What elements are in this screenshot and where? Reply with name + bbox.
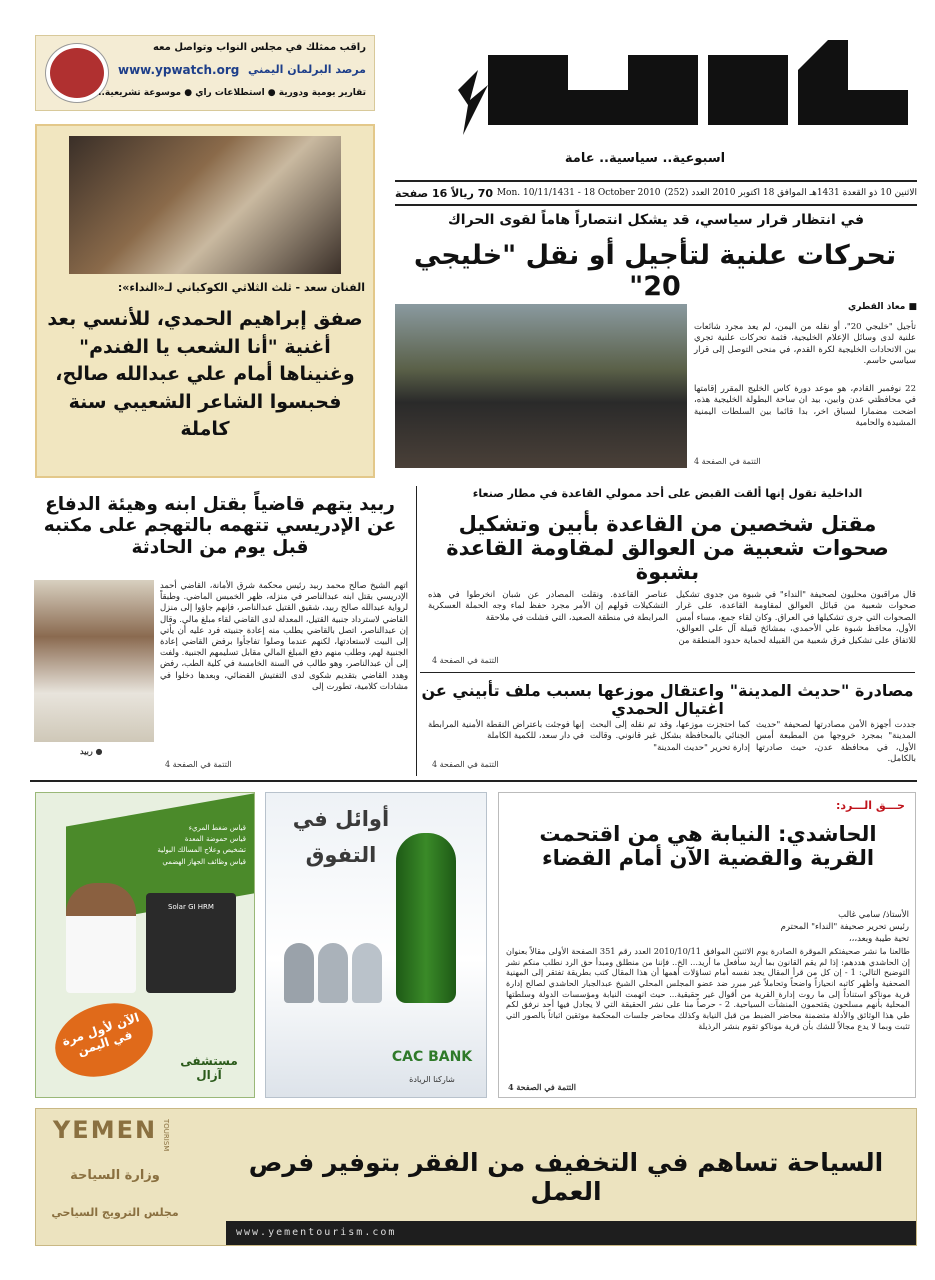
singer-box xyxy=(35,124,375,478)
lead-byline: ■ معاذ القطري xyxy=(848,302,917,312)
tourism-logo: YEMEN xyxy=(52,1116,158,1144)
reply-salute1: الأستاذ/ سامي غالب xyxy=(838,910,909,920)
masthead-rule-top xyxy=(395,180,917,182)
tourism-url[interactable]: www.yementourism.com xyxy=(236,1227,397,1238)
king-chess-icon xyxy=(396,833,456,1003)
bank-logo: CAC BANK xyxy=(391,1049,473,1065)
ypwatch-line3: تقارير يومية ودورية ● استطلاعات راي ● موسوعة تشريعية.. xyxy=(98,88,366,98)
hospital-item: تشخيص وعلاج المسالك البولية xyxy=(157,846,246,855)
masthead-tagline: اسبوعية.. سياسية.. عامة xyxy=(564,151,726,166)
ypwatch-ad[interactable] xyxy=(35,35,375,111)
hospital-ad[interactable] xyxy=(35,792,255,1098)
ypwatch-line2: مرصد البرلمان اليمني xyxy=(248,63,366,76)
ypwatch-url[interactable]: www.ypwatch.org xyxy=(118,63,240,77)
confiscation-continued[interactable]: التتمة في الصفحة 4 xyxy=(432,760,499,769)
section-rule xyxy=(30,780,917,782)
judge-photo xyxy=(34,580,154,742)
qaeda-headline: مقتل شخصين من القاعدة بأبين وتشكيل صحوات شعبية من العوالق لمقاومة القاعدة بشبوة xyxy=(446,512,889,585)
singer-photo xyxy=(69,136,341,274)
dateline xyxy=(395,184,917,202)
qaeda-col2: عناصر القاعدة. ونقلت المصادر عن شبان انخرطوا في هذه التشكيلات قولهم إن الأمر مجرد حفظ لماء وجه الحملة العسكرية المرابطة في منطقة الصعيد، التي فشلت في ملاحقة xyxy=(428,590,668,623)
qaeda-col1: قال مراقبون محليون لصحيفة "النداء" في شبوة من جدوى تشكيل صحوات شعبية من قبائل العوالق لمقاومة القاعدة، على غرار الصحوات التي جرى تشكيلها في العراق. وكان لقاء جمع، مساء أمس الأول، محافظ شبوة علي الأحمدي، بمشائخ قبيلة آل علي العوالق، للاتفاق على تشكيل فرق شعبية من القبيلة لحماية حدود المنطقة من xyxy=(676,590,916,646)
tourism-board: مجلس الترويج السياحي xyxy=(51,1206,179,1219)
judge-continued[interactable]: التتمة في الصفحة 4 xyxy=(165,760,232,769)
doctor-figure xyxy=(66,883,136,993)
hospital-name: مستشفى آزال xyxy=(180,1054,238,1082)
reply-salute3: تحية طيبة وبعد،،، xyxy=(848,934,909,944)
singer-kicker: الفنان سعد - ثلث الثلاثي الكوكباني لـ«النداء»: xyxy=(117,281,365,294)
confiscation-headline: مصادرة "حديث المدينة" واعتقال موزعها بسبب ملف تأبيني عن اغتيال الحمدي xyxy=(421,681,914,719)
lead-headline: تحركات علنية لتأجيل أو نقل "خليجي 20" xyxy=(413,240,897,303)
lead-p1: تأجيل "خليجي 20"، أو نقله من اليمن، لم يعد مجرد شائعات علنية لدى وسائل الإعلام الخليجية، فثمة تحركات علنية تجري بين الاتحادات الخليجية لكرة القدم، في منحى التوصل إلى قرار سياسي حاسم. xyxy=(694,322,916,367)
masthead-logo xyxy=(448,30,918,148)
almada-logo-icon xyxy=(448,30,918,148)
qaeda-kicker: الداخلية تقول إنها ألقت القبض على أحد ممولي القاعدة في مطار صنعاء xyxy=(472,487,863,500)
lead-kicker: في انتظار قرار سياسي، قد يشكل انتصاراً هاماً لقوى الحراك xyxy=(447,212,865,228)
bank-slogan: شاركنا الريادة xyxy=(409,1075,455,1084)
hospital-item: قياس حموضة المعدة xyxy=(184,835,246,844)
bank-title2: التفوق xyxy=(305,843,377,867)
tourism-ad[interactable] xyxy=(35,1108,917,1246)
judge-headline: ربيد يتهم قاضياً بقتل ابنه وهيئة الدفاع عن الإدريسي تتهمه بالتهجم على مكتبه قبل يوم من الحادثة xyxy=(43,494,397,558)
bank-title1: أوائل في xyxy=(292,807,390,831)
lead-p2: 22 نوفمبر القادم، هو موعد دورة كاس الخليج المقرر إقامتها في محافظتي عدن وابين، بيد ان ساحة البطولة الخليجية هذه، اضحت مضمارا لسباق اخر، بدا قائما بين السلطات اليمنية المشيدة والحامية xyxy=(694,384,916,429)
pages: 16 صفحة xyxy=(395,186,448,200)
device-figure xyxy=(146,893,236,993)
masthead-rule-bottom xyxy=(395,204,917,206)
judge-body: اتهم الشيخ صالح محمد ربيد رئيس محكمة شرق الأمانة، القاضي أحمد الإدريسي بقتل ابنه عبدالناصر في منزله، ظهر الخميس الماضي. وطبقاً لرواية عبدالله صالح ربيد، شقيق القتيل عبدالناصر، فإنهم جاؤوا إلى منزل القاضي لاسترداد جنبية القتيل، المعدلة لدى القاضي لقاء مبلغ مالي. وقال إن عبدالناصر، اتصل بالقاضي يطلب منه إعادة جنبيته فرد عليه أن يأتي إلى البيت لاستعادتها، لكنهم عندما وصلوا تفاجأوا برفض القاضي إعادة الجنبية لهم، وطلب منهم دفع المبلغ المالي مقابل تسليمهم الجنبية. ولفت إلى أن عبدالناصر، وهو طالب في السنة الخامسة في كلية الطب، رفض وهدد القاضي بتقديم شكوى لدى التفتيش القضائي، وبعدها دخلوا في مشادات كلامية، تطورت إلى xyxy=(160,580,408,691)
price: 70 ريالاً xyxy=(451,186,494,200)
lead-photo xyxy=(395,304,687,468)
qaeda-continued[interactable]: التتمة في الصفحة 4 xyxy=(432,656,499,665)
dateline-ar: الاثنين 10 ذو القعدة 1431هـ الموافق 18 اكتوبر 2010 العدد (252) xyxy=(664,188,917,198)
reply-body: طالعنا ما نشر صحيفتكم الموقرة الصادرة يوم الاثنين الموافق 2010/10/11 العدد رقم 351 الصفحة الأولى مقالاً بعنوان إن الحاشدي هددهم: إذا لم يقم القانون بما أريد سأفعل ما أريد... الخ.. فإننا من منطلق ومبدأ حق الرد نطلب منكم نشر التوضيح التالي: 1 - إن كل من قرأ المقال يجد نفسه أمام تساؤلات أهمها أن هذا المقال كتب بطريقة تفتقر إلى المهنية الصحفية وأظهر كاتبه انحيازاً واضحاً وتحاملاً غير مبرر ضد عضو المجلس المحلي الشيخ عبدالجبار الحاشدي لصالح إدارة قرية موناكو استناداً إلى ما روت إدارة القرية من أقوال غير حقيقية... حيث اتهمت النيابة ومؤسسات الدولة وسلطتها المحلية بأنهم مسلحون يقتحمون المنشآت السياحية. 2 - حرصاً منا على نشر الحقيقة التي لا يجادل فيها أحد نرفق لكم طي هذا الوثائق والأدلة متضمنة محاضر الضبط من قبل النيابة وكذلك محاضر جلسات المحكمة موثقين اثباتاً بالصور التي تثبت وبما لا يدع مجالاً للشك بأن قرية موناكو تقوم بنشر الرذيلة xyxy=(506,946,911,1031)
tourism-url-bar xyxy=(226,1221,917,1246)
tourism-slogan: السياحة تساهم في التخفيف من الفقر بتوفير فرص العمل xyxy=(248,1148,884,1206)
confiscation-col1: جددت أجهزة الأمن مصادرتها لصحيفة "حديث المدينة" بمجرد خروجها من المطبعة أمس الأول، في محافظة عدن، حيث صادرتها بالكامل. xyxy=(756,720,916,765)
confiscation-col2: كما احتجزت موزعها، وقد تم نقله إلى البحث الجنائي بالمحافظة بشكل غير قانوني. وقالت إدارة تحرير "حديث المدينة" xyxy=(590,720,750,753)
reply-salute2: رئيس تحرير صحيفة "النداء" المحترم xyxy=(780,922,909,932)
bank-ad[interactable] xyxy=(265,792,487,1098)
lead-continued[interactable]: التتمة في الصفحة 4 xyxy=(694,457,761,466)
reply-kicker: حـــق الـــرد: xyxy=(835,799,905,812)
hospital-banner: الآن لأول مرة في اليمن xyxy=(46,991,163,1088)
tourism-ministry: وزارة السياحة xyxy=(70,1168,160,1183)
pawn-chess-icon xyxy=(352,943,382,1003)
ypwatch-line1: راقب ممثلك في مجلس النواب وتواصل معه xyxy=(152,42,366,53)
column-rule xyxy=(416,486,417,776)
tourism-logo-sub: TOURISM xyxy=(162,1119,170,1152)
pawn-chess-icon xyxy=(318,943,348,1003)
qaeda-rule xyxy=(420,672,915,673)
dateline-en: Mon. 10/11/1431 - 18 October 2010 xyxy=(496,188,661,198)
hospital-item: قياس وظائف الجهاز الهضمي xyxy=(162,857,246,866)
reply-headline: الحاشدي: النيابة هي من اقتحمت القرية والقضية الآن أمام القضاء xyxy=(539,822,877,871)
reply-continued[interactable]: التتمة في الصفحة 4 xyxy=(508,1082,576,1092)
hospital-item: قياس ضغط المريء xyxy=(188,824,246,832)
pawn-chess-icon xyxy=(284,943,314,1003)
judge-photo-caption: ● ربيد xyxy=(80,746,103,756)
singer-headline: صفق إبراهيم الحمدي، للأنسي بعد أغنية "أنا الشعب يا الفندم" وغنيناها أمام علي عبدالله صالح، فحبسوا الشاعر الشعيبي سنة كاملة xyxy=(47,308,363,441)
hospital-items xyxy=(116,823,246,868)
device-label: Solar GI HRM xyxy=(168,903,214,911)
confiscation-col3: إنها فوجئت باعتراض النقطة الأمنية المرابطة في دار سعد، للكمية الكاملة xyxy=(428,720,584,742)
